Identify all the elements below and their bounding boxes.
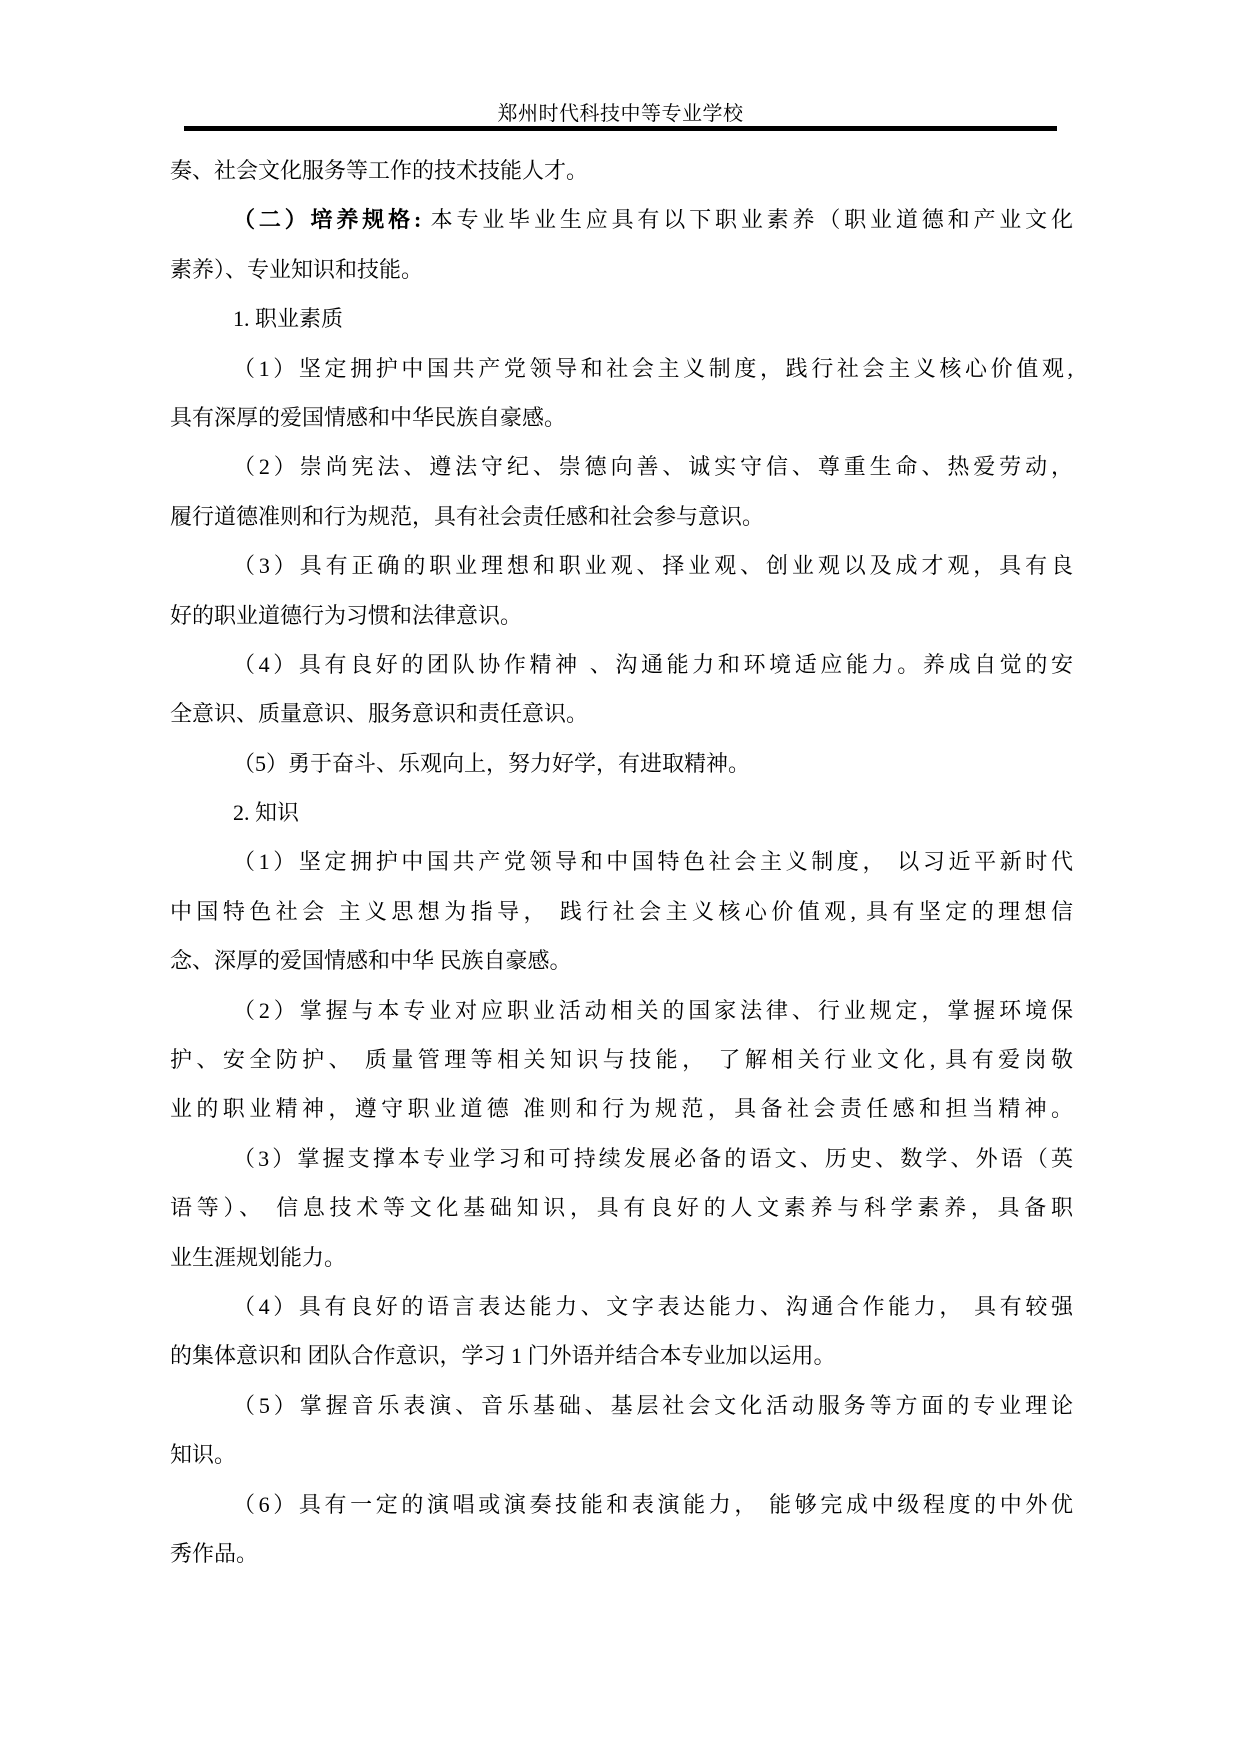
- text-line: [170, 887, 1073, 936]
- text-line: [170, 1331, 1073, 1380]
- text-line: [170, 541, 1073, 590]
- text-line: [170, 689, 1073, 738]
- line-text: 履行道德准则和行为规范，具有社会责任感和社会参与意识。: [170, 503, 765, 529]
- line-text: 全意识、质量意识、服务意识和责任意识。: [170, 701, 589, 727]
- line-text: （3）具有正确的职业理想和职业观、择业观、创业观以及成才观，具有良: [233, 553, 1073, 579]
- text-line: [170, 1529, 1073, 1578]
- text-line: [170, 1430, 1073, 1479]
- text-line: [170, 294, 1073, 343]
- line-text: 具有深厚的爱国情感和中华民族自豪感。: [170, 404, 567, 430]
- line-text: 业的职业精神，遵守职业道德 准则和行为规范，具备社会责任感和担当精神。: [170, 1096, 1073, 1122]
- line-text: 好的职业道德行为习惯和法律意识。: [170, 602, 523, 628]
- header-rule: [184, 126, 1057, 131]
- line-text: 念、深厚的爱国情感和中华 民族自豪感。: [170, 948, 572, 974]
- line-text: 本专业毕业生应具有以下职业素养（职业道德和产业文化: [421, 207, 1073, 233]
- line-text: 护、安全防护、 质量管理等相关知识与技能， 了解相关行业文化, 具有爱岗敬: [170, 1047, 1073, 1073]
- line-text: 1. 职业素质: [233, 306, 344, 332]
- line-text: （1）坚定拥护中国共产党领导和社会主义制度，践行社会主义核心价值观,: [233, 355, 1073, 381]
- text-line: [170, 1035, 1073, 1084]
- text-line: [170, 1233, 1073, 1282]
- text-line: [170, 640, 1073, 689]
- line-text: （1）坚定拥护中国共产党领导和中国特色社会主义制度， 以习近平新时代: [233, 849, 1073, 875]
- line-text: （2）崇尚宪法、遵法守纪、崇德向善、诚实守信、尊重生命、热爱劳动，: [233, 454, 1073, 480]
- line-text: 语等）、 信息技术等文化基础知识，具有良好的人文素养与科学素养，具备职: [170, 1195, 1073, 1221]
- line-text: （2）掌握与本专业对应职业活动相关的国家法律、行业规定，掌握环境保: [233, 997, 1073, 1023]
- line-text: （6）具有一定的演唱或演奏技能和表演能力， 能够完成中级程度的中外优: [233, 1491, 1073, 1517]
- text-line: [170, 1480, 1073, 1529]
- text-line: [170, 591, 1073, 640]
- text-line: [170, 344, 1073, 393]
- text-line: [170, 146, 1073, 195]
- text-line: [170, 245, 1073, 294]
- line-text: 的集体意识和 团队合作意识，学习 1 门外语并结合本专业加以运用。: [170, 1343, 836, 1369]
- line-text: （4）具有良好的团队协作精神 、沟通能力和环境适应能力。养成自觉的安: [233, 651, 1073, 677]
- text-line: [170, 195, 1073, 244]
- document-body: [170, 146, 1073, 1578]
- text-line: [170, 442, 1073, 491]
- text-line: [170, 1282, 1073, 1331]
- line-text: （4）具有良好的语言表达能力、文字表达能力、沟通合作能力， 具有较强: [233, 1293, 1073, 1319]
- text-line: [170, 788, 1073, 837]
- text-line: [170, 986, 1073, 1035]
- line-text: （5）勇于奋斗、乐观向上，努力好学，有进取精神。: [233, 750, 751, 776]
- line-text: 2. 知识: [233, 800, 300, 826]
- text-line: [170, 492, 1073, 541]
- line-text: 业生涯规划能力。: [170, 1244, 347, 1270]
- line-text: 中国特色社会 主义思想为指导， 践行社会主义核心价值观, 具有坚定的理想信: [170, 898, 1073, 924]
- line-text: 知识。: [170, 1442, 237, 1468]
- bold-heading: （二）培养规格:: [233, 207, 422, 233]
- line-text: 秀作品。: [170, 1540, 259, 1566]
- line-text: 素养）、专业知识和技能。: [170, 256, 424, 282]
- text-line: [170, 1084, 1073, 1133]
- text-line: [170, 1183, 1073, 1232]
- text-line: [170, 936, 1073, 985]
- line-text: （5）掌握音乐表演、音乐基础、基层社会文化活动服务等方面的专业理论: [233, 1392, 1073, 1418]
- text-line: [170, 837, 1073, 886]
- text-line: [170, 1381, 1073, 1430]
- line-text: 奏、社会文化服务等工作的技术技能人才。: [170, 158, 589, 183]
- text-line: [170, 393, 1073, 442]
- line-text: （3）掌握支撑本专业学习和可持续发展必备的语文、历史、数学、外语（英: [233, 1145, 1073, 1171]
- page-header-school-name: 郑州时代科技中等专业学校: [497, 103, 744, 125]
- text-line: [170, 1134, 1073, 1183]
- text-line: [170, 739, 1073, 788]
